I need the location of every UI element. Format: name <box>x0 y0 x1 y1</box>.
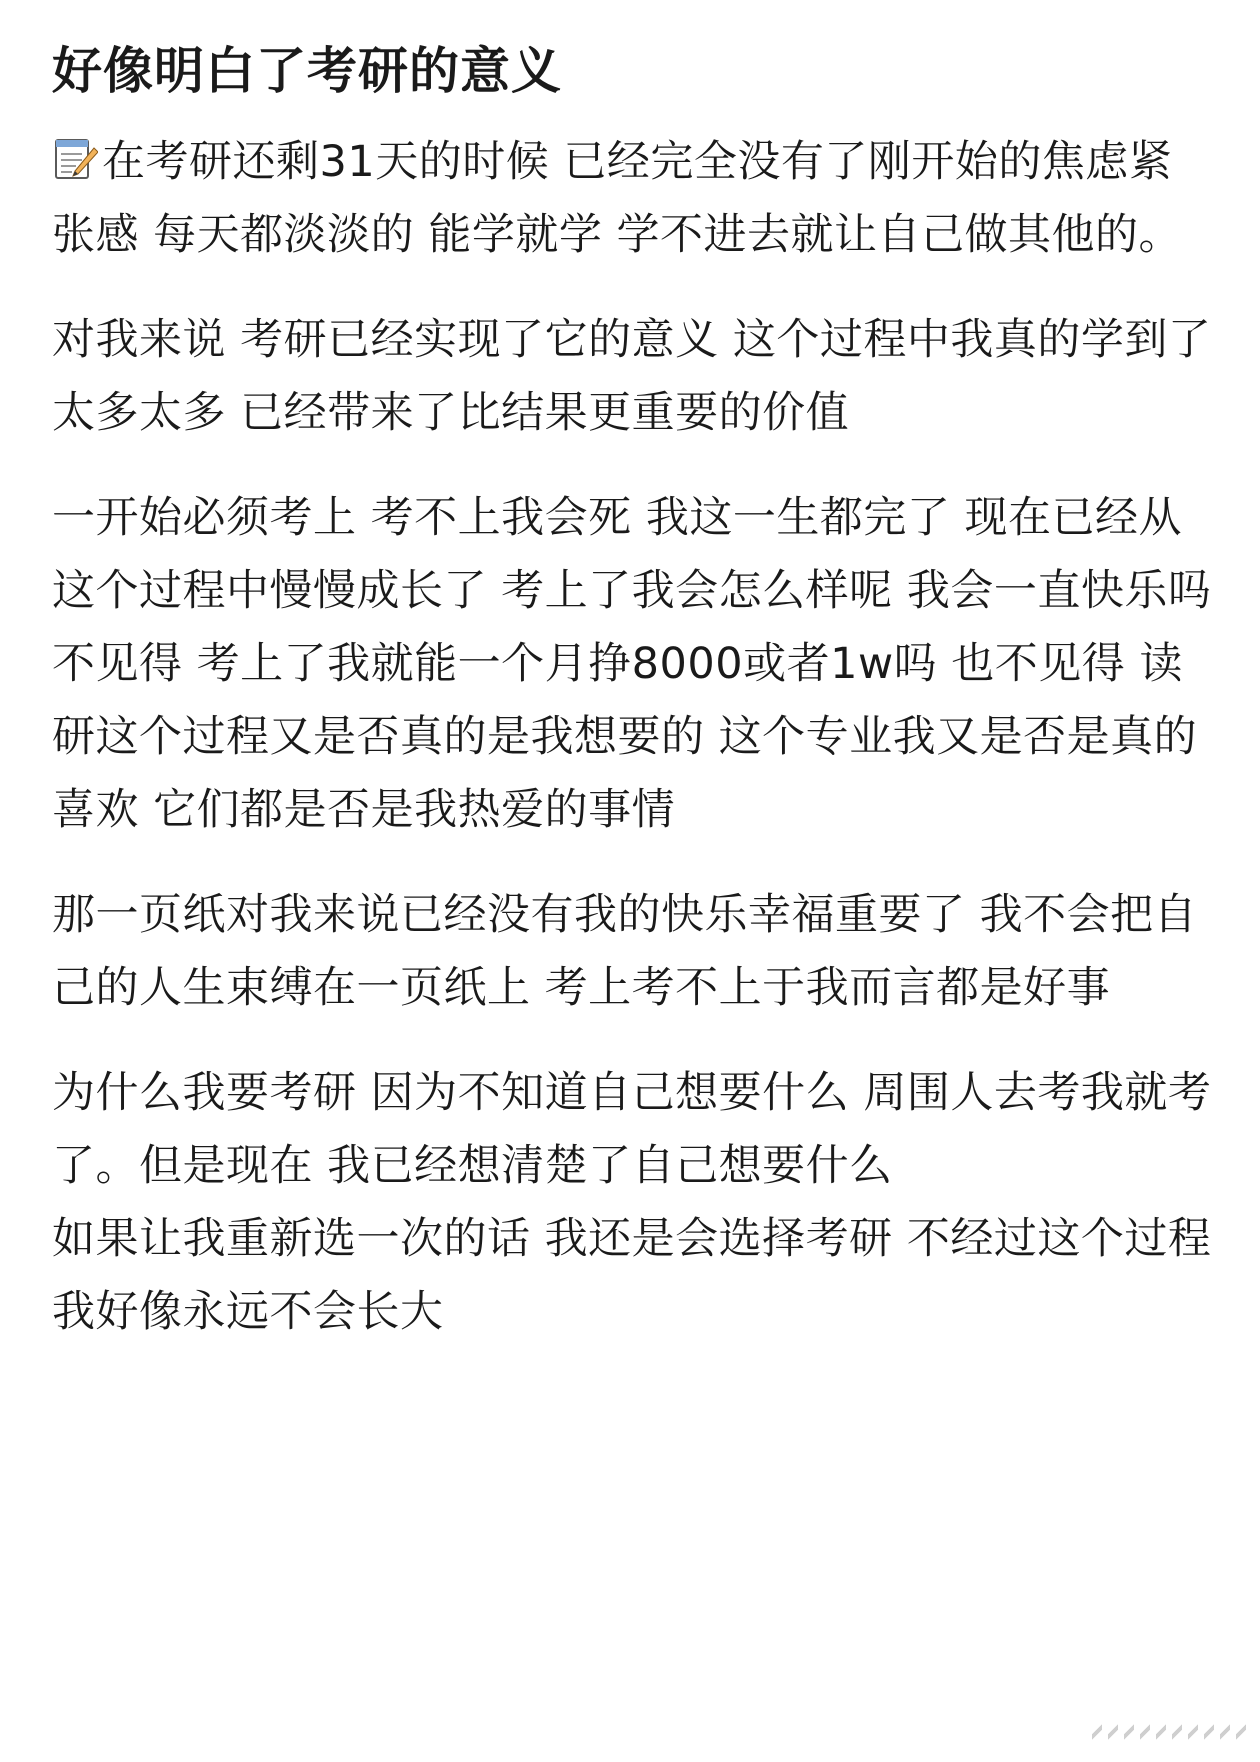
paragraph-3: 一开始必须考上 考不上我会死 我这一生都完了 现在已经从这个过程中慢慢成长了 考上了我会怎么样呢 我会一直快乐吗 不见得 考上了我就能一个月挣8000或者1w吗 也不见得 读研这个过程又是否真的是我想要的 这个专业我又是否是真的喜欢 它们都是否是我热爱的事情 <box>52 493 1212 835</box>
post-title: 好像明白了考研的意义 <box>52 42 562 100</box>
watermark-logo <box>1092 1718 1246 1746</box>
paragraph-1 <box>52 126 1212 272</box>
paragraph-1-text: 在考研还剩31天的时候 已经完全没有了刚开始的焦虑紧张感 每天都淡淡的 能学就学 学不进去就让自己做其他的。 <box>52 137 1183 260</box>
paragraph-6: 如果让我重新选一次的话 我还是会选择考研 不经过这个过程 我好像永远不会长大 <box>52 1214 1212 1337</box>
paragraph-2: 对我来说 考研已经实现了它的意义 这个过程中我真的学到了太多太多 已经带来了比结果更重要的价值 <box>52 315 1212 438</box>
post-content <box>52 26 1212 1349</box>
paragraph-4: 那一页纸对我来说已经没有我的快乐幸福重要了 我不会把自己的人生束缚在一页纸上 考上考不上于我而言都是好事 <box>52 890 1198 1013</box>
memo-icon <box>52 136 98 182</box>
post-body <box>52 126 1212 1349</box>
paragraph-5: 为什么我要考研 因为不知道自己想要什么 周围人去考我就考了。但是现在 我已经想清楚了自己想要什么 <box>52 1068 1212 1191</box>
